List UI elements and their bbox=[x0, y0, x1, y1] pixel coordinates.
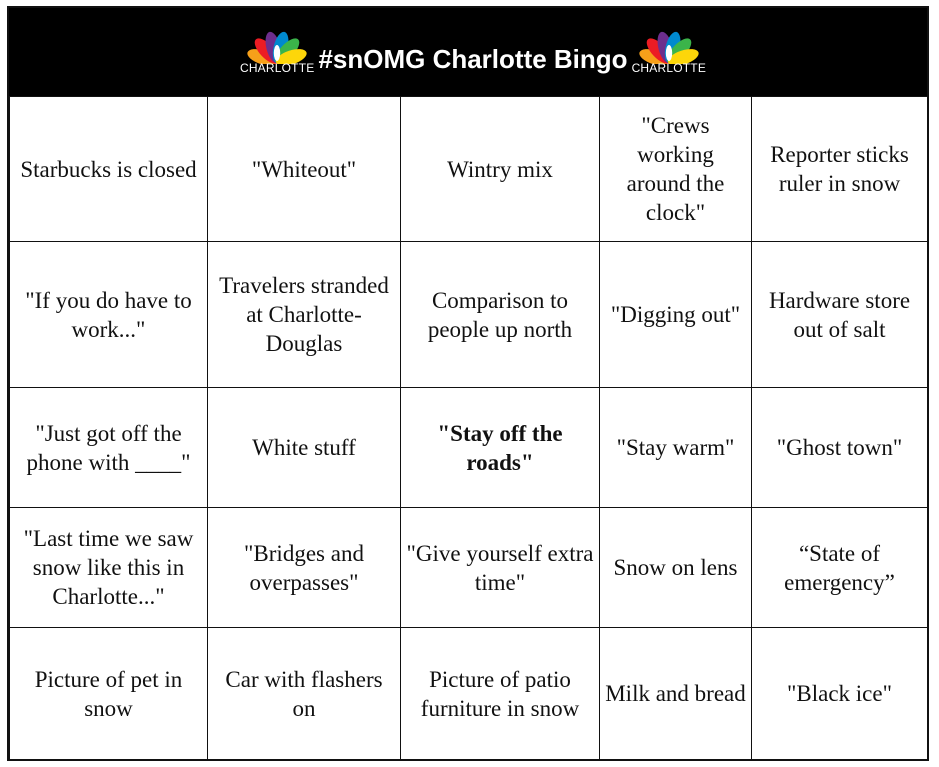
bingo-cell: "Whiteout" bbox=[208, 97, 401, 242]
logo-right bbox=[632, 30, 706, 75]
grid-row-1 bbox=[10, 97, 928, 242]
bingo-cell: "Black ice" bbox=[752, 628, 928, 760]
bingo-cell: "Just got off the phone with ____" bbox=[10, 388, 208, 508]
bingo-cell: Picture of pet in snow bbox=[10, 628, 208, 760]
bingo-cell: Snow on lens bbox=[600, 508, 752, 628]
bingo-cell: "Bridges and overpasses" bbox=[208, 508, 401, 628]
header-bar bbox=[9, 8, 927, 96]
bingo-cell: "Last time we saw snow like this in Charlotte..." bbox=[10, 508, 208, 628]
bingo-cell: Starbucks is closed bbox=[10, 97, 208, 242]
bingo-cell-free: "Stay off the roads" bbox=[401, 388, 600, 508]
bingo-cell: White stuff bbox=[208, 388, 401, 508]
logo-left bbox=[240, 30, 314, 75]
bingo-cell: “State of emergency” bbox=[752, 508, 928, 628]
grid-row-2 bbox=[10, 242, 928, 388]
bingo-cell: "If you do have to work..." bbox=[10, 242, 208, 388]
grid-row-3 bbox=[10, 388, 928, 508]
bingo-cell: "Stay warm" bbox=[600, 388, 752, 508]
bingo-cell: "Ghost town" bbox=[752, 388, 928, 508]
bingo-cell: "Digging out" bbox=[600, 242, 752, 388]
logo-left-label: CHARLOTTE bbox=[239, 60, 315, 75]
nbc-peacock-icon bbox=[241, 30, 313, 64]
bingo-cell: Picture of patio furniture in snow bbox=[401, 628, 600, 760]
page-title: #snOMG Charlotte Bingo bbox=[318, 43, 628, 74]
bingo-cell: Car with flashers on bbox=[208, 628, 401, 760]
grid-row-4 bbox=[10, 508, 928, 628]
bingo-cell: Hardware store out of salt bbox=[752, 242, 928, 388]
bingo-cell: Travelers stranded at Charlotte-Douglas bbox=[208, 242, 401, 388]
bingo-cell: Reporter sticks ruler in snow bbox=[752, 97, 928, 242]
bingo-cell: "Crews working around the clock" bbox=[600, 97, 752, 242]
bingo-cell: Comparison to people up north bbox=[401, 242, 600, 388]
nbc-peacock-icon bbox=[633, 30, 705, 64]
bingo-cell: Milk and bread bbox=[600, 628, 752, 760]
bingo-card bbox=[7, 6, 929, 761]
header-content bbox=[240, 30, 706, 75]
bingo-grid bbox=[9, 96, 928, 760]
grid-row-5 bbox=[10, 628, 928, 760]
bingo-cell: Wintry mix bbox=[401, 97, 600, 242]
bingo-cell: "Give yourself extra time" bbox=[401, 508, 600, 628]
logo-right-label: CHARLOTTE bbox=[631, 60, 707, 75]
